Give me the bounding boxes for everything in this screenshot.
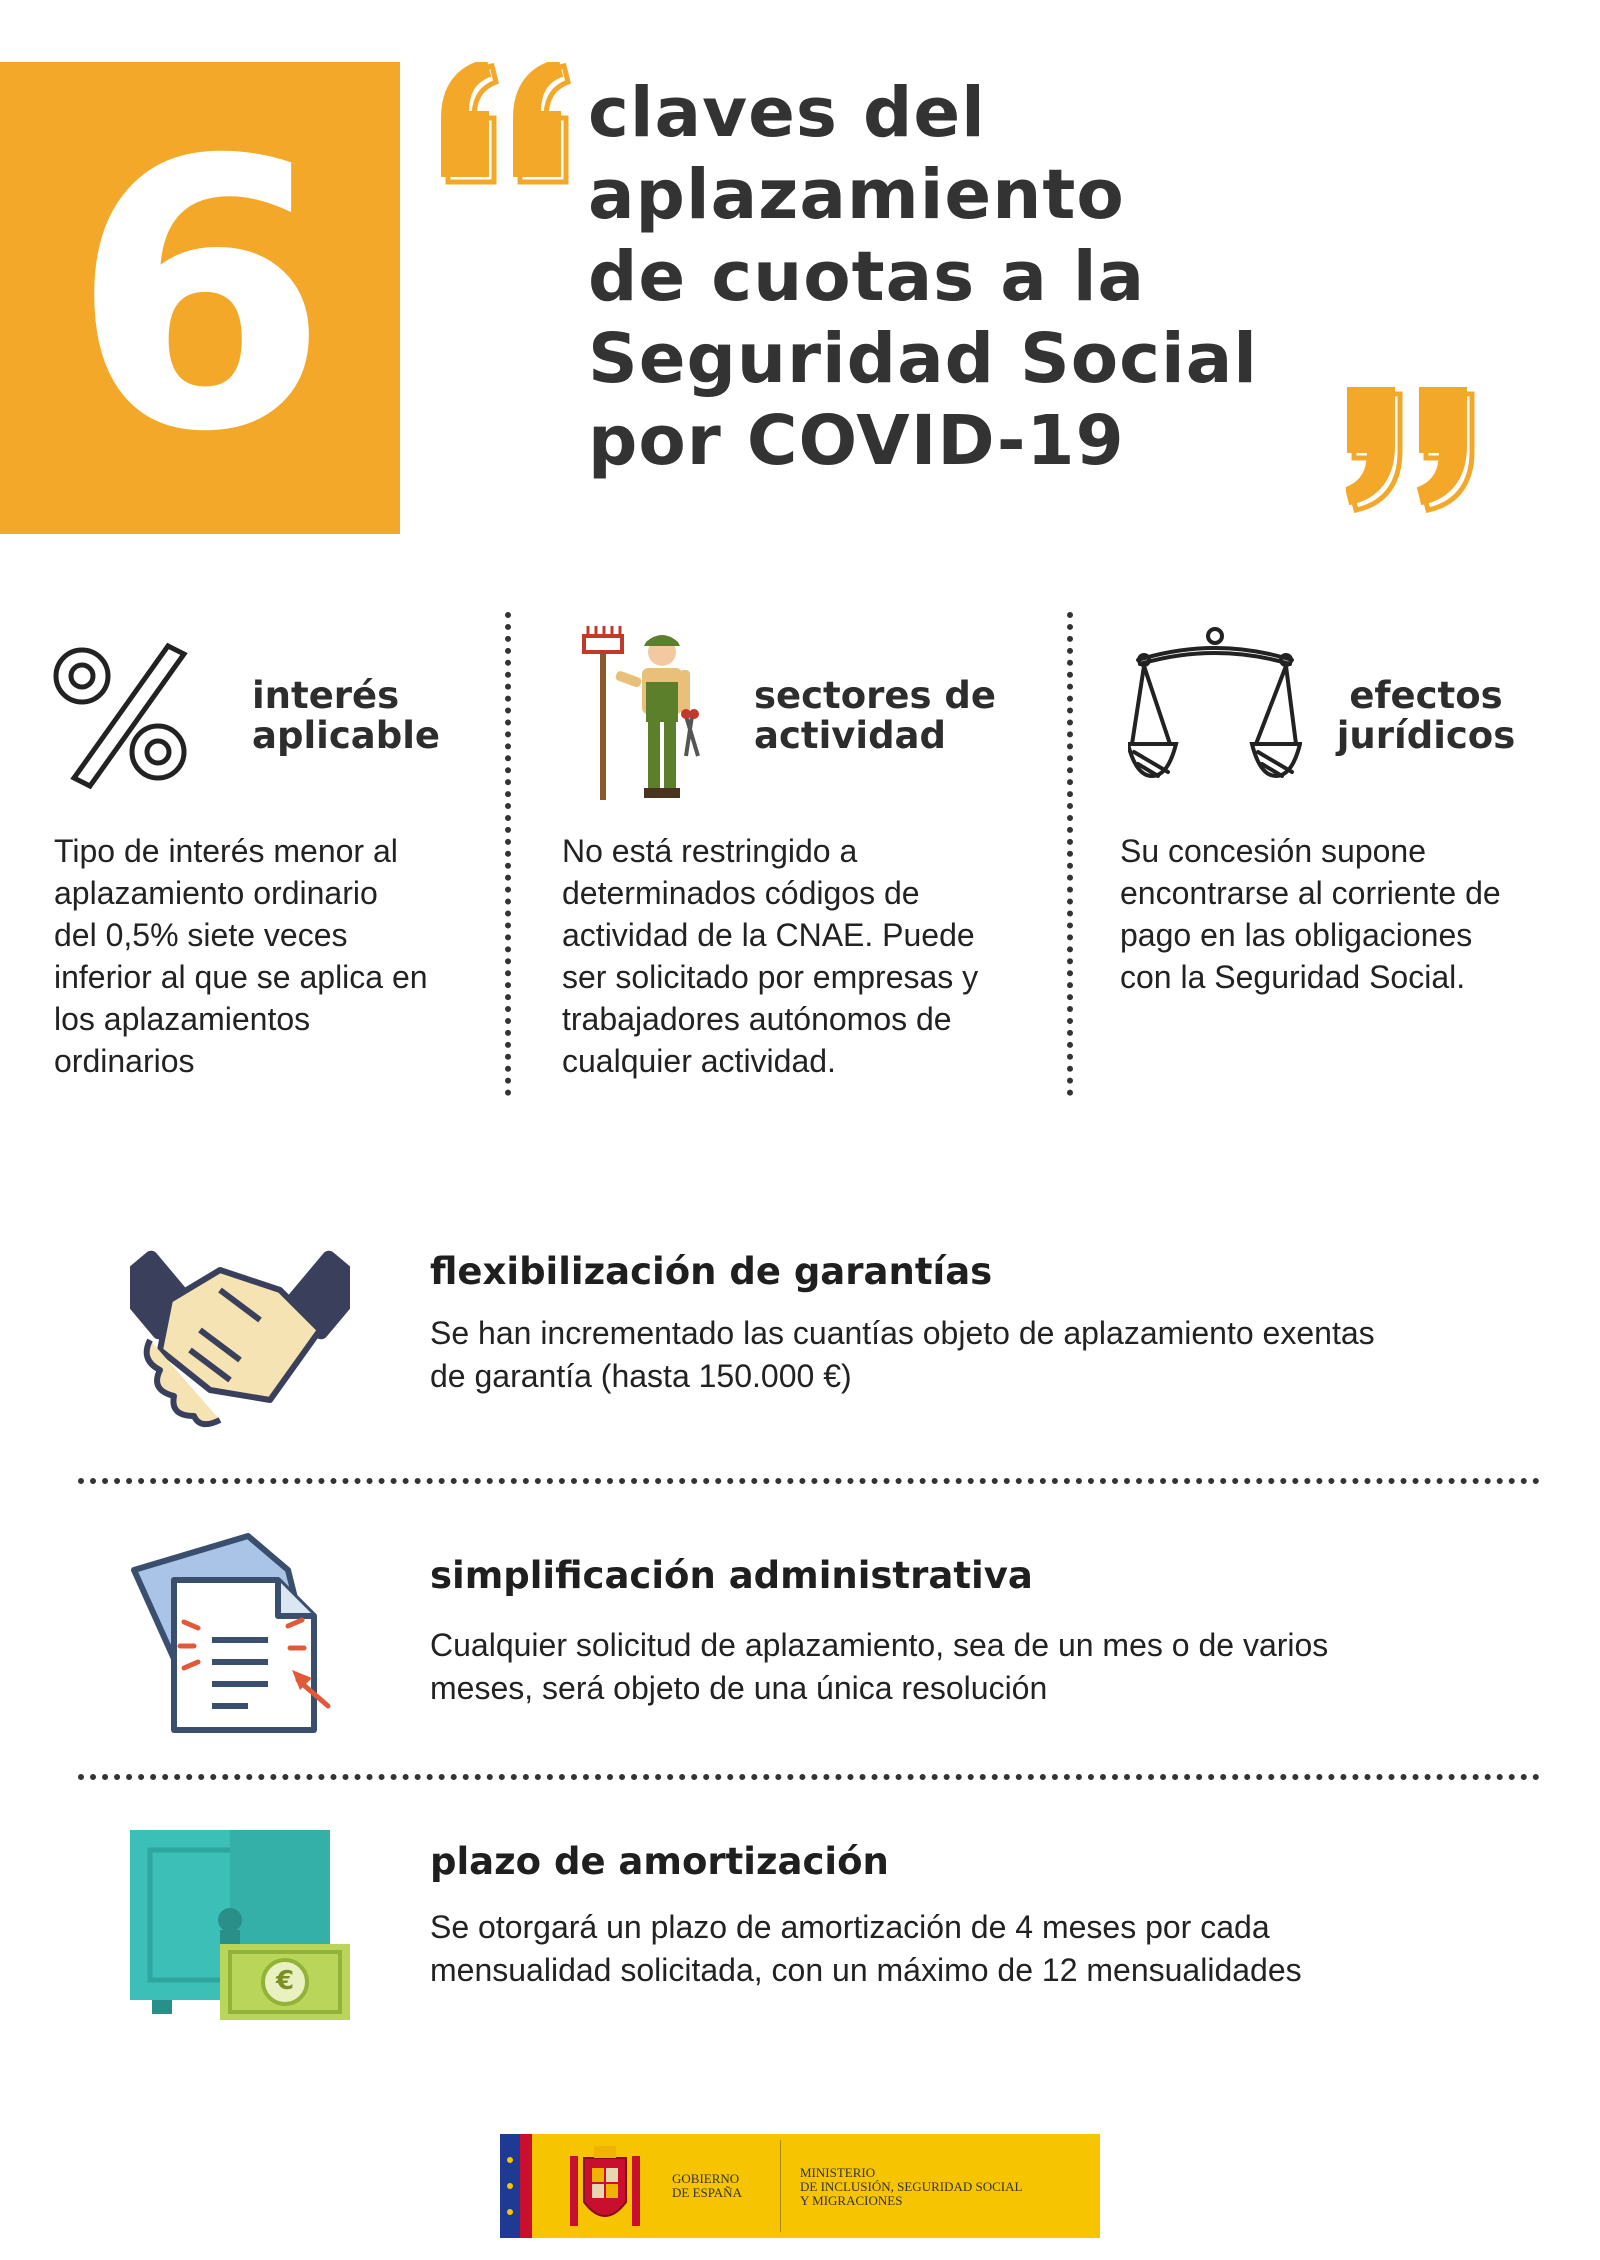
column-title: interés aplicable — [252, 674, 440, 757]
title-line: claves del — [588, 73, 986, 153]
section-divider — [78, 1774, 1540, 1780]
open-quote-icon — [440, 62, 574, 192]
column-divider — [505, 612, 511, 1096]
column-body: Su concesión supone encontrarse al corriente de pago en las obligaciones con la Seguridad Social. — [1120, 833, 1501, 995]
item-body: Cualquier solicitud de aplazamiento, sea de un mes o de varios meses, será objeto de una única resolución — [430, 1627, 1329, 1706]
ministerio-label: MINISTERIO DE INCLUSIÓN, SEGURIDAD SOCIAL Y MIGRACIONES — [800, 2165, 1023, 2208]
safe-money-icon — [130, 1830, 350, 2020]
title-line: Seguridad Social — [588, 319, 1258, 399]
handshake-icon — [130, 1230, 350, 1430]
scales-icon — [1128, 626, 1302, 794]
item-body: Se otorgará un plazo de amortización de 4 meses por cada mensualidad solicitada, con un máximo de 12 mensualidades — [430, 1909, 1302, 1988]
percent-icon — [50, 640, 190, 790]
close-quote-icon — [1346, 384, 1480, 514]
item-body: Se han incrementado las cuantías objeto de aplazamiento exentas de garantía (hasta 150.000 €) — [430, 1315, 1375, 1394]
euro-icon: € — [275, 1966, 295, 1996]
coat-of-arms-icon — [500, 2134, 660, 2238]
title-line: por COVID-19 — [588, 401, 1125, 481]
page-title — [588, 72, 1348, 482]
column-title: efectos jurídicos — [1336, 674, 1516, 757]
column-divider — [1067, 612, 1073, 1096]
footer-divider — [780, 2140, 781, 2232]
section-divider — [78, 1478, 1540, 1484]
column-body: No está restringido a determinados códigos de actividad de la CNAE. Puede ser solicitado por empresas y trabajadores autónomos de cualquier actividad. — [562, 833, 979, 1079]
title-line: aplazamiento — [588, 155, 1125, 235]
item-title: flexibilización de garantías — [430, 1250, 993, 1293]
item-title: plazo de amortización — [430, 1840, 889, 1883]
item-title: simplificación administrativa — [430, 1554, 1033, 1597]
column-title: sectores de actividad — [754, 674, 996, 757]
column-body: Tipo de interés menor al aplazamiento ordinario del 0,5% siete veces inferior al que se aplica en los aplazamientos ordinarios — [54, 833, 428, 1079]
worker-icon — [578, 626, 718, 802]
title-line: de cuotas a la — [588, 237, 1146, 317]
big-number: 6 — [71, 83, 329, 513]
documents-icon — [128, 1530, 338, 1740]
gobierno-label: GOBIERNO DE ESPAÑA — [672, 2171, 742, 2200]
